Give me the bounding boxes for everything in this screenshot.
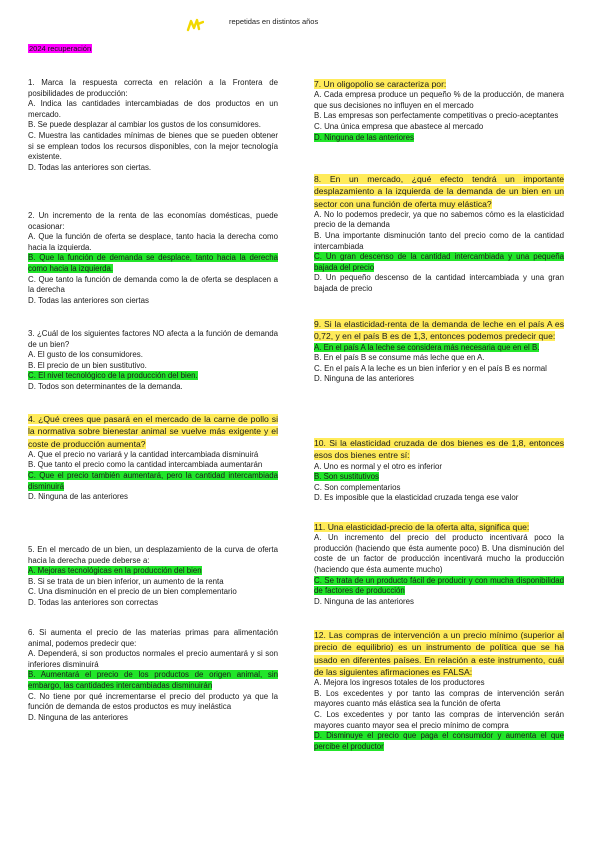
option-d: D. Ninguna de las anteriores — [314, 596, 415, 606]
question-stem: 12. Las compras de intervención a un precio mínimo (superior al precio de equilibrio) es un instrumento de política que se ha usado en diferentes países. En relación a este instrumento, cuál de las siguientes afirmaciones es FALSA: — [314, 630, 564, 677]
answer-highlight: B. Aumentará el precio de los productos de origen animal, sin embargo, las cantidades intercambiadas disminuirán — [28, 670, 278, 690]
option-c — [28, 471, 278, 492]
option-d: D. Ninguna de las anteriores — [28, 712, 129, 722]
question-11 — [314, 521, 564, 607]
option-d: D. Todas las anteriores son ciertas — [28, 295, 149, 305]
option-c: C. Muestra las cantidades mínimas de bienes que se pueden obtener si se emplean todos los recursos disponibles, con la mejor tecnología existente. — [28, 130, 278, 162]
option-d: D. Todas las anteriores son ciertas. — [28, 162, 152, 172]
option-c — [28, 371, 278, 382]
answer-highlight: D. Disminuye el precio que paga el consumidor y aumenta el que percibe el productor — [314, 731, 564, 751]
option-d: D. Ninguna de las anteriores — [314, 374, 415, 384]
option-c: C. Una única empresa que abastece al mercado — [314, 122, 484, 132]
question-7 — [314, 78, 564, 143]
question-5 — [28, 545, 278, 609]
option-a — [28, 566, 278, 577]
question-12 — [314, 629, 564, 752]
question-6 — [28, 628, 278, 723]
answer-highlight: B. Que la función de demanda se desplace, tanto hacia la derecha como hacia la izquierda. — [28, 253, 278, 273]
option-d — [314, 731, 564, 752]
answer-highlight: A. En el país A la leche se considera más necesaria que en el B. — [314, 342, 540, 352]
option-d: D. Un pequeño descenso de la cantidad intercambiada y una gran bajada de precio — [314, 273, 564, 294]
option-d: D. Todos son determinantes de la demanda. — [28, 381, 183, 391]
option-b: B. Las empresas son perfectamente competitivas o precio-aceptantes — [314, 111, 559, 121]
question-stem: 4. ¿Qué crees que pasará en el mercado de la carne de pollo si la normativa sobre bienestar animal se vuelve más exigente y el coste de producción aumenta? — [28, 414, 278, 449]
option-b: B. El precio de un bien sustitutivo. — [28, 360, 147, 370]
option-b: B. Se puede desplazar al cambiar los gustos de los consumidores. — [28, 120, 261, 130]
option-b — [28, 253, 278, 274]
option-b: B. Una importante disminución tanto del precio como de la cantidad intercambiada — [314, 231, 564, 251]
option-b: B. Que tanto el precio como la cantidad intercambiada aumentarán — [28, 460, 263, 470]
answer-highlight: C. Que el precio también aumentará, pero la cantidad intercambiada disminuirá — [28, 471, 278, 491]
option-c — [314, 252, 564, 273]
option-d: D. Es imposible que la elasticidad cruzada tenga ese valor — [314, 493, 519, 503]
question-1 — [28, 78, 278, 173]
question-stem: 9. Si la elasticidad-renta de la demanda de leche en el país A es 0,72, y en el país B es de 1,3, entonces podemos predecir que: — [314, 319, 564, 342]
option-d — [314, 133, 564, 144]
question-4 — [28, 413, 278, 503]
answer-highlight: C. Se trata de un producto fácil de producir y con mucha disponibilidad de factores de producción — [314, 575, 564, 596]
question-3 — [28, 329, 278, 393]
option-a: A. Indica las cantidades intercambiadas de dos productos en un mercado. — [28, 99, 278, 119]
question-stem: 8. En un mercado, ¿qué efecto tendrá un importante desplazamiento a la izquierda de la demanda de un bien en un sector con una función de oferta muy elástica? — [314, 174, 564, 209]
question-stem: 3. ¿Cuál de los siguientes factores NO afecta a la función de demanda de un bien? — [28, 329, 278, 349]
question-stem: 6. Si aumenta el precio de las materias primas para alimentación animal, podemos predecir que: — [28, 628, 278, 648]
option-d: D. Ninguna de las anteriores — [28, 492, 129, 502]
option-a: A. Cada empresa produce un pequeño % de la producción, de manera que sus decisiones no influyen en el mercado — [314, 90, 564, 110]
option-b: B. Si se trata de un bien inferior, un aumento de la renta — [28, 576, 224, 586]
question-stem: 7. Un oligopolio se caracteriza por: — [314, 79, 447, 89]
option-a: A. Dependerá, si son productos normales el precio aumentará y si son inferiores disminuirá — [28, 649, 278, 669]
option-a-b: A. Un incremento del precio del producto incentivará poco la producción (haciendo que ésta aumente poco) B. Una disminución del coste de un factor de producción incentivará mucho la producción (haciendo que ésta aumente mucho) — [314, 533, 564, 575]
question-9 — [314, 318, 564, 385]
answer-highlight: C. Un gran descenso de la cantidad intercambiada y una pequeña bajada del precio — [314, 252, 564, 272]
option-d: D. Todas las anteriores son correctas — [28, 597, 159, 607]
answer-highlight: D. Ninguna de las anteriores — [314, 132, 415, 142]
year-tag: 2024 recuperación — [29, 44, 92, 53]
question-stem: 5. En el mercado de un bien, un desplazamiento de la curva de oferta hacia la derecha puede deberse a: — [28, 545, 278, 565]
question-2 — [28, 211, 278, 306]
option-a: A. Que el precio no variará y la cantidad intercambiada disminuirá — [28, 449, 259, 459]
question-stem: 10. Si la elasticidad cruzada de dos bienes es de 1,8, entonces esos dos bienes entre sí: — [314, 438, 564, 461]
question-stem: 11. Una elasticidad-precio de la oferta alta, significa que: — [314, 522, 530, 532]
option-c: C. Que tanto la función de demanda como la de oferta se desplacen a la derecha — [28, 274, 278, 295]
option-a: A. No lo podemos predecir, ya que no sabemos cómo es la elasticidad precio de la demanda — [314, 209, 564, 230]
option-a: A. El gusto de los consumidores. — [28, 350, 143, 360]
logo-icon — [186, 18, 204, 32]
answer-highlight: B. Son sustitutivos — [314, 472, 379, 482]
header-note: repetidas en distintos años — [229, 17, 319, 26]
option-c: C. En el país A la leche es un bien inferior y en el país B es normal — [314, 363, 547, 373]
option-b — [28, 670, 278, 691]
option-c: C. Los excedentes y por tanto las compras de intervención serán mayores cuanto mayor sea el precio mínimo de compra — [314, 709, 564, 730]
option-b: B. En el país B se consume más leche que en A. — [314, 353, 485, 363]
answer-highlight: C. El nivel tecnológico de la producción del bien. — [28, 371, 198, 381]
option-c: C. Son complementarios — [314, 482, 401, 492]
option-a — [314, 343, 564, 354]
question-10 — [314, 437, 564, 504]
option-b: B. Los excedentes y por tanto las compras de intervención serán mayores cuanto más elástica sea la función de oferta — [314, 688, 564, 709]
option-c: C. Una disminución en el precio de un bien complementario — [28, 587, 237, 597]
option-c — [314, 576, 564, 597]
option-a: A. Mejora los ingresos totales de los productores — [314, 678, 485, 688]
option-b — [314, 472, 564, 483]
question-8 — [314, 173, 564, 295]
question-stem: 2. Un incremento de la renta de las economías domésticas, puede ocasionar: — [28, 211, 278, 231]
option-a: A. Que la función de oferta se desplace, tanto hacia la derecha como hacia la izquierda. — [28, 232, 278, 252]
option-a: A. Uno es normal y el otro es inferior — [314, 461, 443, 471]
answer-highlight: A. Mejoras tecnológicas en la producción del bien — [28, 566, 202, 576]
question-stem: 1. Marca la respuesta correcta en relación a la Frontera de posibilidades de producción: — [28, 78, 278, 98]
option-c: C. No tiene por qué incrementarse el precio del producto ya que la función de demanda de estos productos es muy inelástica — [28, 691, 278, 712]
